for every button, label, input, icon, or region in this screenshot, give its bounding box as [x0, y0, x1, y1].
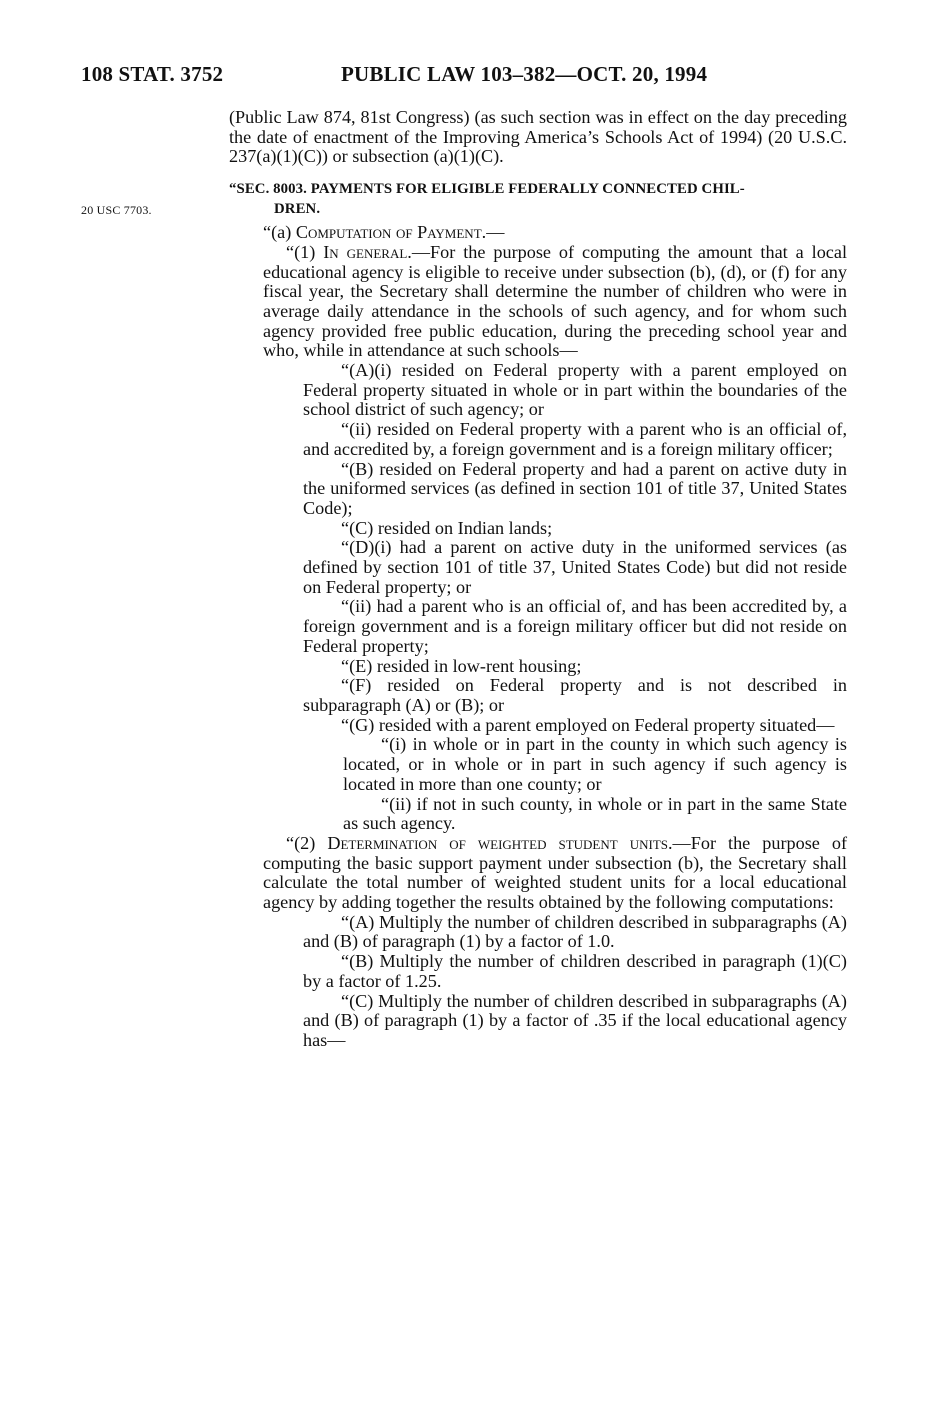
paragraph-2-prefix: “(2): [286, 832, 328, 853]
item-2b: “(B) Multiply the number of children described in paragraph (1)(C) by a factor of 1.25.: [303, 951, 847, 991]
paragraph-1-text: —For the purpose of computing the amount that a local educational agency is eligible to receive under subsection (b), (d), or (f) for any fiscal year, the Secretary shall determine the number of children who were in average daily attendance in the schools of such agency, and for whom such agency provided free public education, during the preceding school year and who, while in attendance at such schools—: [263, 241, 848, 361]
item-2c: “(C) Multiply the number of children described in subparagraphs (A) and (B) of paragraph (1) by a factor of .35 if the local educational agency has—: [303, 990, 847, 1050]
paragraph-2-text: —For the purpose of computing the basic support payment under subsection (b), the Secretary shall calculate the total number of weighted student units for a local educational agency by adding together the results obtained by the following computations:: [263, 832, 848, 913]
subsection-a-title: Computation of Payment.: [295, 222, 487, 243]
section-heading: [229, 179, 847, 219]
item-1b: “(B) resided on Federal property and had a parent on active duty in the uniformed services (as defined in section 101 of title 37, United States Code);: [303, 458, 847, 518]
paragraph-1-prefix: “(1): [286, 241, 324, 262]
subsection-a-heading: [263, 223, 847, 243]
intro-paragraph: (Public Law 874, 81st Congress) (as such section was in effect on the day preceding the date of enactment of the Improving America’s Schools Act of 1994) (20 U.S.C. 237(a)(1)(C)) or subsection (a)(1)(C).: [229, 107, 847, 167]
item-1a-ii: “(ii) resided on Federal property with a parent who is an official of, and accredited by, a foreign government and is a foreign military officer;: [303, 419, 847, 459]
statute-text: [229, 107, 848, 1051]
subsection-a-dash: —: [486, 222, 505, 243]
item-1e: “(E) resided in low-rent housing;: [341, 655, 582, 676]
paragraph-2-heading: Determination of weighted student units.: [327, 832, 673, 853]
paragraph-1: [263, 243, 847, 361]
item-1g: “(G) resided with a parent employed on Federal property situated—: [341, 714, 835, 735]
item-1g-ii: “(ii) if not in such county, in whole or in part in the same State as such agency.: [343, 793, 847, 834]
section-heading-line1: “SEC. 8003. PAYMENTS FOR ELIGIBLE FEDERALLY CONNECTED CHIL-: [229, 181, 745, 198]
item-1f: “(F) resided on Federal property and is not described in subparagraph (A) or (B); or: [303, 675, 847, 715]
item-1g-i: “(i) in whole or in part in the county in which such agency is located, or in whole or in part in such agency if such agency is located in more than one county; or: [343, 734, 847, 794]
running-header: PUBLIC LAW 103–382—OCT. 20, 1994: [341, 62, 708, 86]
margin-citation: 20 USC 7703.: [81, 203, 152, 217]
paragraph-2: [263, 834, 847, 913]
item-2a: “(A) Multiply the number of children described in subparagraphs (A) and (B) of paragraph (1) by a factor of 1.0.: [303, 911, 847, 952]
section-heading-line2: DREN.: [274, 201, 321, 218]
page-reference: 108 STAT. 3752: [81, 62, 224, 86]
item-1d-ii: “(ii) had a parent who is an official of, and has been accredited by, a foreign government and is a foreign military officer but did not reside on Federal property;: [303, 596, 847, 656]
subsection-a-prefix: “(a): [263, 222, 296, 243]
item-1a-i: “(A)(i) resided on Federal property with a parent employed on Federal property situated in whole or in part within the boundaries of the school district of such agency; or: [303, 360, 847, 420]
paragraph-1-heading: In general.: [323, 241, 412, 262]
item-1d-i: “(D)(i) had a parent on active duty in the uniformed services (as defined by section 101 of title 37, United States Code) but did not reside on Federal property; or: [303, 537, 847, 597]
item-1c: “(C) resided on Indian lands;: [341, 517, 553, 538]
